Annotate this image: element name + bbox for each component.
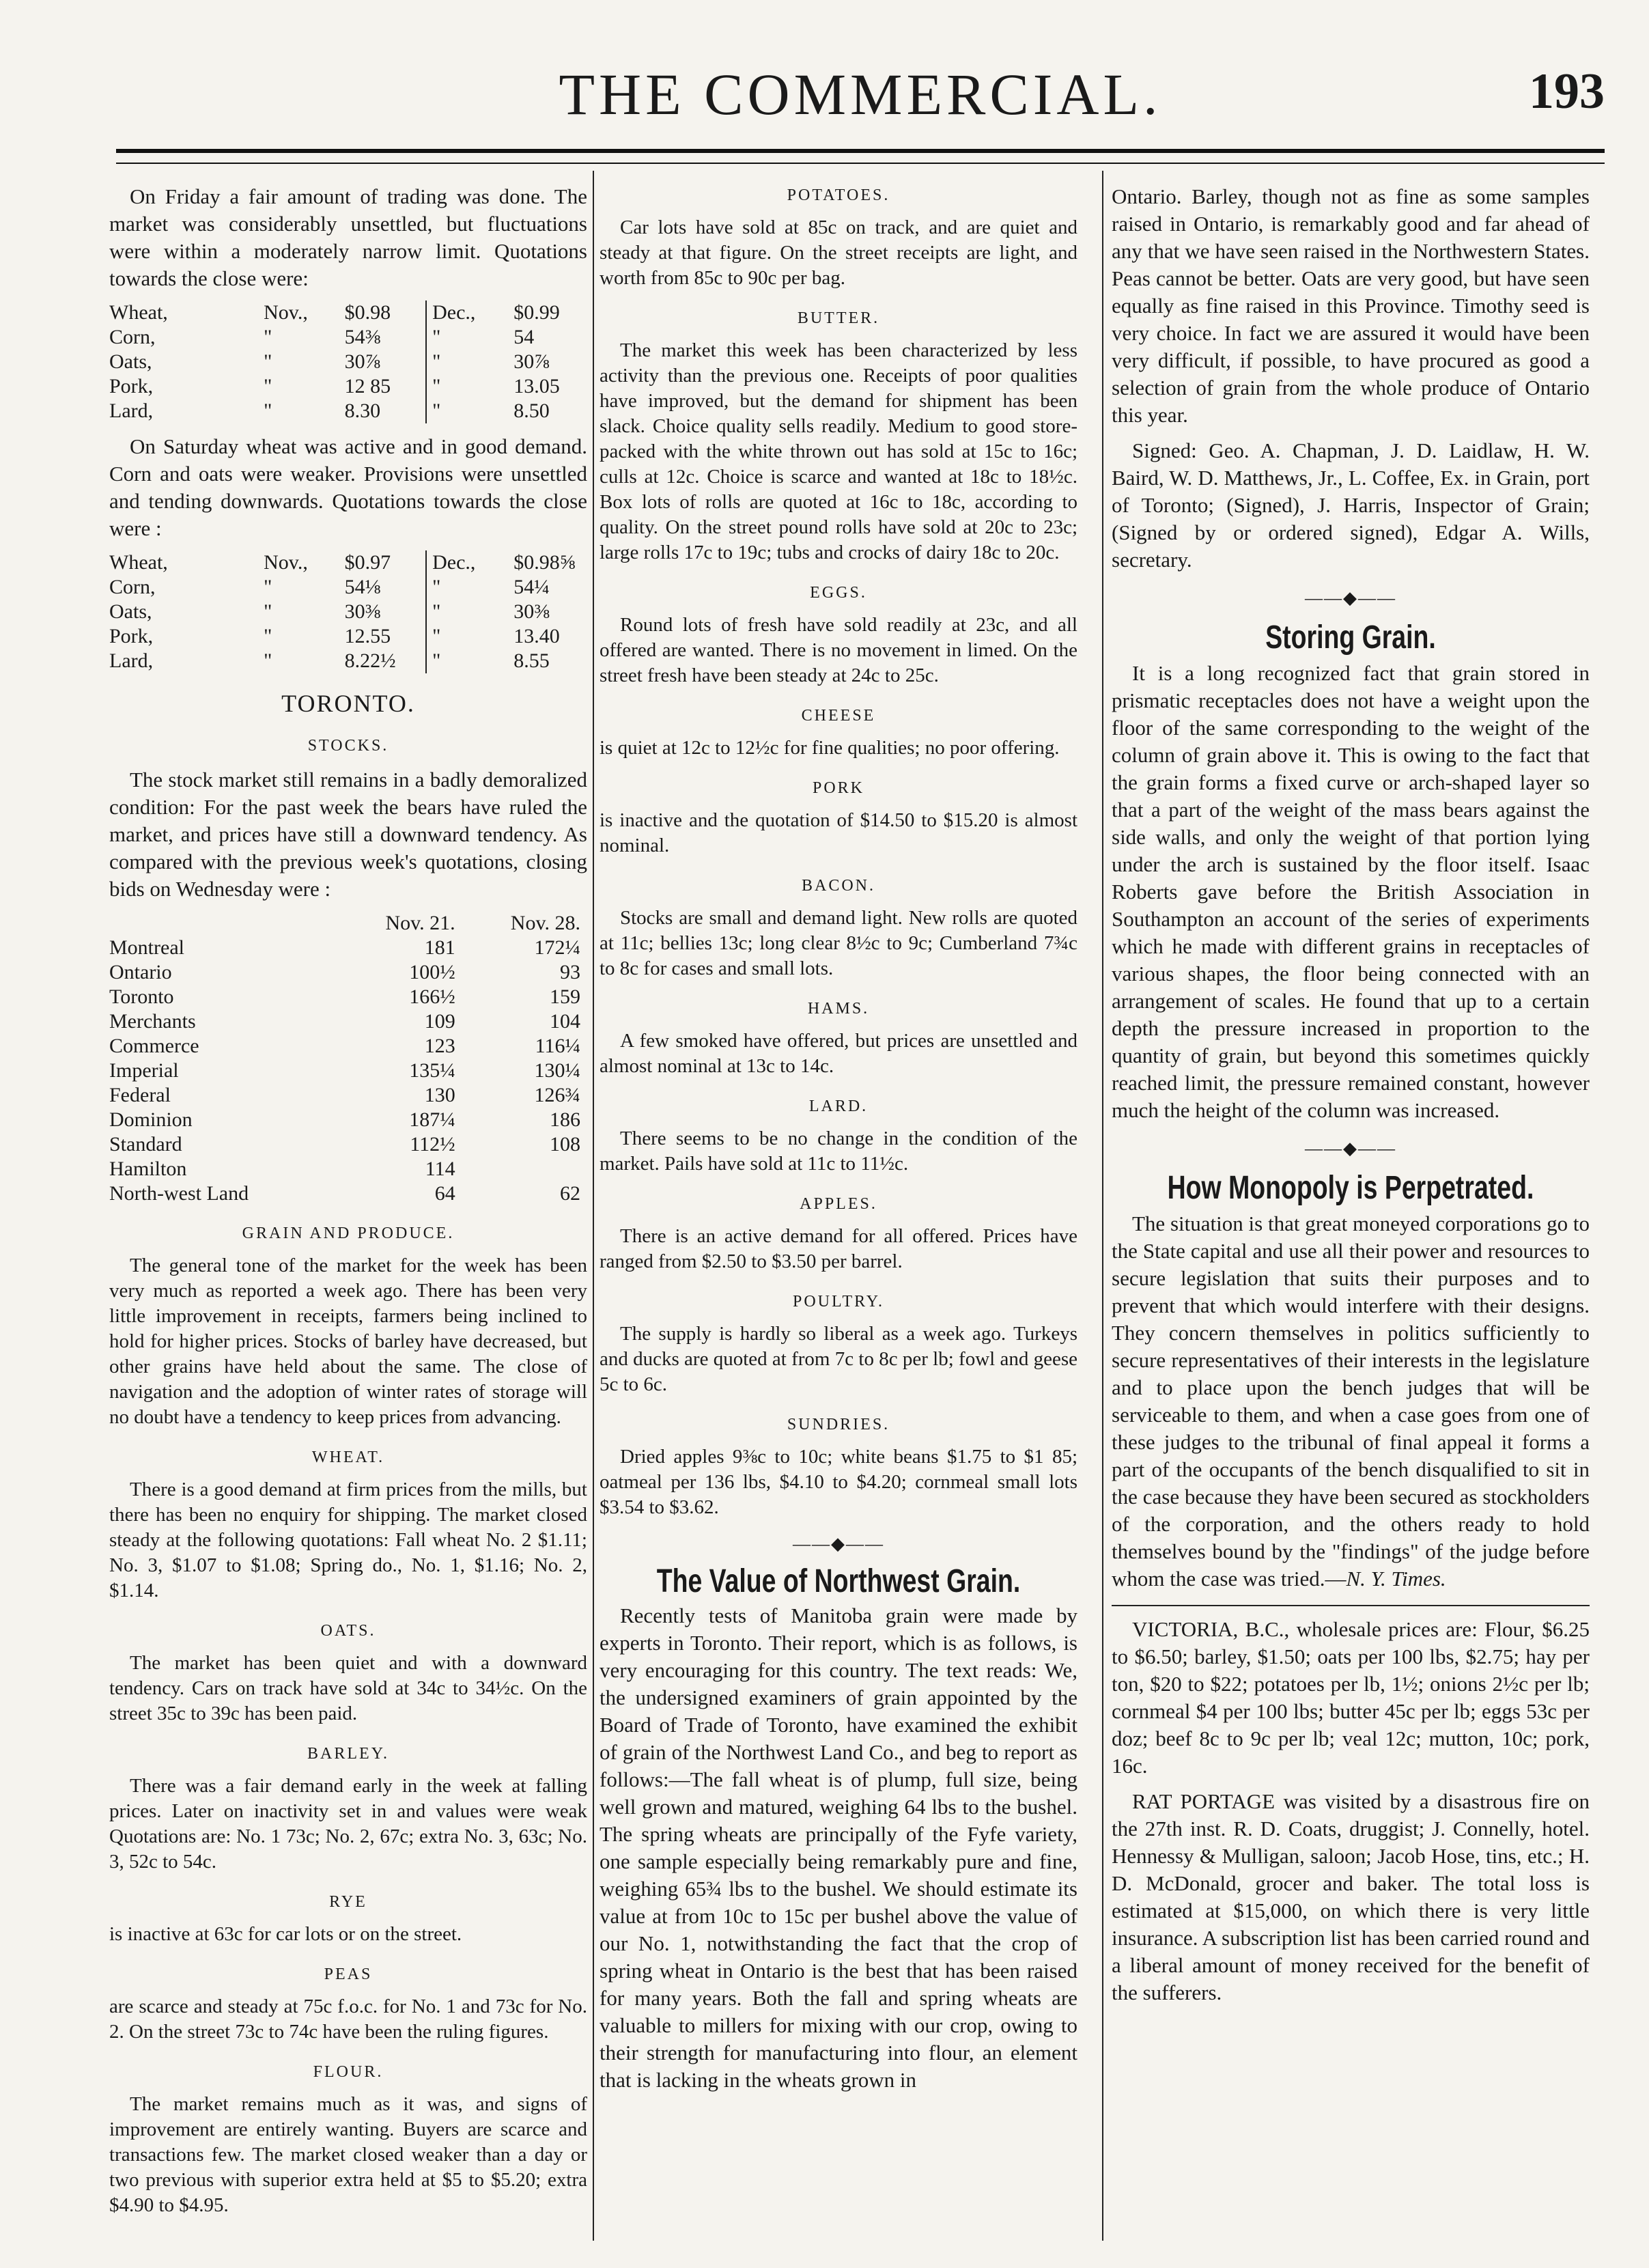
ornament-divider: ——◆—— — [1305, 588, 1396, 608]
paragraph-lard: There seems to be no change in the condition of the market. Pails have sold at 11c to 11½c. — [600, 1128, 1077, 1175]
paragraph-pork: is inactive and the quotation of $14.50 to $15.20 is almost nominal. — [600, 809, 1077, 856]
quote-month: " — [426, 374, 513, 399]
quote-row — [109, 575, 587, 600]
stock-bid-nov28: 126¾ — [534, 1084, 580, 1106]
stock-name: Standard — [109, 1133, 182, 1156]
quote-month: Dec., — [426, 550, 513, 575]
column-2 — [600, 183, 1077, 2102]
headline-monopoly: How Monopoly is Perpetrated. — [1167, 1170, 1534, 1206]
stock-row — [109, 1132, 587, 1157]
paragraph-storing-grain: It is a long recognized fact that grain stored in prismatic receptacles does not have a weight upon the floor of the same corresponding to the weight of the column of grain above it. This is owing to the fact that the grain forms a fixed curve or arch-shaped layer so that a part of the weight of the mass bears against the side walls, and only the weight of that portion lying under the arch is sustained by the floor itself. Isaac Roberts gave before the British Association in Southampton an account of the series of experiments which he made with different grains in receptacles of various shapes, the floor being connected with an arrangement of scales. He found that up to a certain depth the pressure increased in proportion to the quantity of grain, but beyond this sometimes quickly reached limit, the pressure remained constant, however much the height of the column was increased. — [1112, 661, 1590, 1122]
column-divider — [593, 171, 594, 2241]
stock-bid-nov28: 93 — [560, 961, 580, 983]
paragraph-poultry: The supply is hardly so liberal as a week ago. Turkeys and ducks are quoted at from 7c to 8c per lb; fowl and geese 5c to 6c. — [600, 1323, 1077, 1395]
quote-value: $0.98 — [344, 301, 391, 324]
quote-value: 54⅜ — [344, 326, 381, 348]
paragraph-northwest-signed: Signed: Geo. A. Chapman, J. D. Laidlaw, H. W. Baird, W. D. Matthews, Jr., L. Coffee, Ex. in Grain, port of Toronto; (Signed), J. Harris, Inspector of Grain; (Signed by or ordered signed), Edgar A. Wills, secretary. — [1112, 438, 1590, 572]
section-heading-grain: GRAIN AND PRODUCE. — [242, 1224, 455, 1242]
stock-row — [109, 1009, 587, 1034]
quote-value: $0.98⅝ — [513, 551, 576, 574]
stock-name: Merchants — [109, 1010, 196, 1033]
section-heading-rye: RYE — [329, 1893, 367, 1911]
stock-row — [109, 1059, 587, 1083]
quote-value: 30⅞ — [344, 350, 381, 373]
masthead-title: THE COMMERCIAL. — [559, 61, 1162, 127]
quote-row — [109, 550, 587, 575]
column-1 — [109, 183, 587, 2226]
paragraph-rat-portage: RAT PORTAGE was visited by a disastrous fire on the 27th inst. R. D. Coats, druggist; J. Connelly, hotel. Hennessy & Mulligan, saloon; Jacob Hose, tins, etc.; H. D. McDonald, grocer and baker. The total loss is estimated at $15,000, on which there is very little insurance. A subscription list has been carried round and a liberal amount of money received for the benefit of the sufferers. — [1112, 1789, 1590, 2004]
quote-item: Wheat, — [109, 551, 168, 574]
quote-row — [109, 325, 587, 350]
stock-name: Federal — [109, 1084, 171, 1106]
page-header — [116, 60, 1605, 142]
stock-bid-nov21: 166½ — [409, 985, 455, 1008]
stock-bid-nov21: 100½ — [409, 961, 455, 983]
quote-month: " — [264, 649, 272, 672]
quote-value: $0.99 — [513, 301, 560, 324]
stock-name: North-west Land — [109, 1182, 249, 1205]
stocks-col-nov21: Nov. 21. — [385, 912, 455, 934]
section-rule — [1112, 1605, 1590, 1606]
quote-value: 8.22½ — [344, 649, 396, 672]
quote-month: " — [264, 600, 272, 623]
header-rule-thin — [116, 163, 1605, 164]
monopoly-text: The situation is that great moneyed corporations go to the State capital and use all their power and resources to secure legislation that suits their purposes and to prevent that which would interfere with their designs. They concern themselves in politics sufficiently to secure representatives of their interests in the legislature and to place upon the bench judges that will be serviceable to them, and when a case goes from one of these judges to the tribunal of final appeal it forms a part of the occupants of the bench disqualified to sit in the case because they have been secured as stockholders of the corporation, and the others ready to hold themselves bound by the "findings" of the judge before whom the case was tried.— — [1112, 1212, 1590, 1591]
section-heading-poultry: POULTRY. — [792, 1293, 885, 1311]
quote-month: " — [426, 600, 513, 624]
quote-item: Pork, — [109, 625, 154, 647]
stock-bid-nov21: 64 — [434, 1182, 455, 1205]
quote-month: " — [426, 575, 513, 600]
section-heading-cheese: CHEESE — [801, 707, 876, 725]
paragraph-rye: is inactive at 63c for car lots or on the street. — [109, 1923, 462, 1945]
quote-row — [109, 624, 587, 649]
section-heading-hams: HAMS. — [807, 1000, 870, 1018]
quote-value: 13.05 — [513, 375, 560, 397]
stock-bid-nov28: 159 — [550, 985, 580, 1008]
quote-month: Nov., — [264, 301, 308, 324]
stock-name: Commerce — [109, 1035, 199, 1057]
quote-month: " — [426, 325, 513, 350]
stock-bid-nov21: 123 — [424, 1035, 455, 1057]
ornament-divider: ——◆—— — [1305, 1138, 1396, 1158]
quote-value: 13.40 — [513, 625, 560, 647]
section-heading-potatoes: POTATOES. — [787, 186, 890, 204]
section-heading-stocks: STOCKS. — [307, 737, 389, 755]
quote-month: " — [264, 350, 272, 373]
section-heading-barley: BARLEY. — [307, 1745, 389, 1763]
stock-bid-nov21: 112½ — [410, 1133, 455, 1156]
quote-month: " — [264, 375, 272, 397]
stock-name: Toronto — [109, 985, 174, 1008]
headline-storing-grain: Storing Grain. — [1265, 619, 1436, 656]
section-heading-apples: APPLES. — [800, 1195, 877, 1213]
section-heading-flour: FLOUR. — [313, 2063, 384, 2081]
stock-bid-nov21: 114 — [425, 1158, 455, 1180]
saturday-quotations-table — [109, 550, 587, 673]
paragraph-monopoly — [1112, 1210, 1590, 1593]
stock-bid-nov28: 116¼ — [535, 1035, 580, 1057]
section-heading-wheat: WHEAT. — [311, 1448, 385, 1466]
quote-value: 12 85 — [344, 375, 391, 397]
quote-value: 30⅜ — [344, 600, 381, 623]
section-heading-butter: BUTTER. — [797, 309, 880, 327]
quote-month: " — [426, 624, 513, 649]
quote-item: Lard, — [109, 649, 154, 672]
quote-row — [109, 374, 587, 399]
quote-item: Oats, — [109, 600, 152, 623]
quote-item: Wheat, — [109, 301, 168, 324]
stock-row — [109, 1108, 587, 1132]
friday-quotations-table — [109, 300, 587, 423]
paragraph-northwest-cont: Ontario. Barley, though not as fine as some samples raised in Ontario, is remarkably good and far ahead of any that we have seen raised in the Northwestern States. Peas cannot be better. Oats are very good, but have seen equally as fine raised in this Province. Timothy seed is very choice. In fact we are assured it would have been very difficult, if possible, to have procured as good a selection of grain from the whole produce of Ontario this year. — [1112, 184, 1590, 427]
quote-value: $0.97 — [344, 551, 391, 574]
quote-item: Corn, — [109, 576, 156, 598]
paragraph-saturday: On Saturday wheat was active and in good demand. Corn and oats were weaker. Provisions were unsettled and tending downwards. Quotations towards the close were : — [109, 434, 587, 540]
paragraph-victoria: VICTORIA, B.C., wholesale prices are: Flour, $6.25 to $6.50; barley, $1.50; oats per 100 lbs, $2.75; hay per ton, $20 to $22; potatoes per lb, 1½; onions 2½c per lb; cornmeal $4 per 100 lbs; butter 45c per lb; eggs 53c per doz; beef 8c to 9c per lb; veal 12c; mutton, 10c; pork, 16c. — [1112, 1617, 1590, 1778]
paragraph-stocks: The stock market still remains in a badly demoralized condition: For the past week the bears have ruled the market, and prices have still a downward tendency. As compared with the previous week's quotations, closing bids on Wednesday were : — [109, 768, 587, 901]
stock-name: Montreal — [109, 936, 184, 959]
section-heading-pork: PORK — [812, 779, 865, 797]
stock-bid-nov28: 130¼ — [534, 1059, 580, 1082]
stock-bid-nov28: 108 — [550, 1133, 580, 1156]
paragraph-potatoes: Car lots have sold at 85c on track, and are quiet and steady at that figure. On the street receipts are light, and worth from 85c to 90c per bag. — [600, 216, 1077, 289]
stock-row — [109, 1181, 587, 1206]
column-divider — [1102, 171, 1103, 2241]
paragraph-barley: There was a fair demand early in the week at falling prices. Later on inactivity set in and values were weak Quotations are: No. 1 73c; No. 2, 67c; extra No. 3, 63c; No. 3, 52c to 54c. — [109, 1775, 587, 1873]
paragraph-peas: are scarce and steady at 75c f.o.c. for No. 1 and 73c for No. 2. On the street 73c to 74c have been the ruling figures. — [109, 1996, 587, 2043]
quote-month: Nov., — [264, 551, 308, 574]
paragraph-friday: On Friday a fair amount of trading was done. The market was considerably unsettled, but fluctuations were within a moderately narrow limit. Quotations towards the close were: — [109, 184, 587, 290]
paragraph-hams: A few smoked have offered, but prices are unsettled and almost nominal at 13c to 14c. — [600, 1030, 1077, 1077]
paragraph-bacon: Stocks are small and demand light. New rolls are quoted at 11c; bellies 13c; long clear 8½c to 9c; Cumberland 7¾c to 8c for cases and small lots. — [600, 907, 1077, 979]
paragraph-butter: The market this week has been characterized by less activity than the previous one. Receipts of poor qualities have improved, but the demand for shipment has been slack. Choice quality sells readily. Medium to good store-packed with the white thrown out has sold at 15c to 16c; culls at 12c. Choice is scarce and wanted at 18c to 18½c. Box lots of rolls are quoted at 16c to 18c, according to quality. On the street pound rolls have sold at 20c to 23c; large rolls 17c to 19c; tubs and crocks of dairy 18c to 20c. — [600, 339, 1077, 563]
quote-month: " — [426, 649, 513, 673]
quote-month: " — [264, 400, 272, 422]
stock-row — [109, 936, 587, 960]
headline-northwest-grain: The Value of Northwest Grain. — [656, 1563, 1021, 1599]
paragraph-apples: There is an active demand for all offered. Prices have ranged from $2.50 to $3.50 per barrel. — [600, 1225, 1077, 1272]
stock-bid-nov28: 186 — [550, 1108, 580, 1131]
quote-value: 54¼ — [513, 576, 550, 598]
page-number: 193 — [1529, 64, 1605, 120]
paragraph-flour: The market remains much as it was, and signs of improvement are entirely wanting. Buyers are scarce and transactions few. The market closed weaker than a day or two previous with superior extra held at $5 to $5.20; extra $4.90 to $4.95. — [109, 2093, 587, 2216]
column-3 — [1112, 183, 1590, 2015]
stock-row — [109, 1157, 587, 1181]
paragraph-wheat: There is a good demand at firm prices from the mills, but there has been no enquiry for shipping. The market closed steady at the following quotations: Fall wheat No. 2 $1.11; No. 3, $1.07 to $1.08; Spring do., No. 1, $1.16; No. 2, $1.14. — [109, 1479, 587, 1601]
paragraph-oats: The market has been quiet and with a downward tendency. Cars on track have sold at 34c to 34½c. On the street 35c to 39c has been paid. — [109, 1652, 587, 1724]
stock-bid-nov28: 172¼ — [534, 936, 580, 959]
quote-month: " — [264, 326, 272, 348]
stock-name: Imperial — [109, 1059, 179, 1082]
quote-month: Dec., — [426, 300, 513, 325]
quote-value: 30⅜ — [513, 600, 550, 623]
section-heading-toronto: TORONTO. — [281, 690, 415, 717]
quote-month: " — [426, 350, 513, 374]
section-heading-eggs: EGGS. — [810, 584, 867, 602]
quote-item: Lard, — [109, 400, 154, 422]
stock-bid-nov21: 135¼ — [409, 1059, 455, 1082]
quote-row — [109, 350, 587, 374]
quote-row — [109, 399, 587, 423]
quote-month: " — [426, 399, 513, 423]
section-heading-oats: OATS. — [320, 1622, 376, 1640]
section-heading-lard: LARD. — [808, 1097, 869, 1115]
stock-bid-nov21: 187¼ — [409, 1108, 455, 1131]
stock-name: Dominion — [109, 1108, 193, 1131]
stocks-col-nov28: Nov. 28. — [510, 912, 580, 934]
stock-bid-nov21: 109 — [424, 1010, 455, 1033]
section-heading-peas: PEAS — [324, 1965, 373, 1983]
quote-item: Oats, — [109, 350, 152, 373]
section-heading-sundries: SUNDRIES. — [787, 1416, 890, 1433]
stock-bid-nov21: 130 — [424, 1084, 455, 1106]
stock-row — [109, 1083, 587, 1108]
stock-bid-nov28: 104 — [550, 1010, 580, 1033]
paragraph-sundries: Dried apples 9⅜c to 10c; white beans $1.75 to $1 85; oatmeal per 136 lbs, $4.10 to $4.20; cornmeal small lots $3.54 to $3.62. — [600, 1446, 1077, 1518]
quote-value: 54⅛ — [344, 576, 381, 598]
monopoly-source: N. Y. Times. — [1346, 1567, 1446, 1591]
stock-bid-nov28: 62 — [560, 1182, 580, 1205]
stock-name: Hamilton — [109, 1158, 187, 1180]
ornament-divider: ——◆—— — [793, 1534, 884, 1554]
quote-value: 12.55 — [344, 625, 391, 647]
quote-row — [109, 649, 587, 673]
stock-row — [109, 960, 587, 985]
quote-row — [109, 600, 587, 624]
quote-row — [109, 300, 587, 325]
paragraph-grain: The general tone of the market for the week has been very much as reported a week ago. There has been very little improvement in receipts, farmers being inclined to hold for higher prices. Stocks of barley have decreased, but other grains have held about the same. The close of navigation and the adoption of winter rates of storage will no doubt have a tendency to keep prices from advancing. — [109, 1255, 587, 1428]
stock-bid-nov21: 181 — [424, 936, 455, 959]
paragraph-cheese: is quiet at 12c to 12½c for fine qualities; no poor offering. — [600, 737, 1060, 759]
quote-month: " — [264, 625, 272, 647]
paragraph-eggs: Round lots of fresh have sold readily at 23c, and all offered are wanted. There is no movement in limed. On the street fresh have been steady at 24c to 25c. — [600, 614, 1077, 686]
quote-value: 8.30 — [344, 400, 381, 422]
quote-item: Corn, — [109, 326, 156, 348]
quote-value: 54 — [513, 326, 535, 348]
stock-row — [109, 1034, 587, 1059]
header-rule — [116, 149, 1605, 153]
section-heading-bacon: BACON. — [801, 877, 875, 895]
quote-value: 8.55 — [513, 649, 550, 672]
stock-row — [109, 985, 587, 1009]
quote-month: " — [264, 576, 272, 598]
stock-name: Ontario — [109, 961, 172, 983]
paragraph-northwest-grain: Recently tests of Manitoba grain were made by experts in Toronto. Their report, which is as follows, is very encouraging for this country. The text reads: We, the undersigned examiners of grain appointed by the Board of Trade of Toronto, have examined the exhibit of grain of the Northwest Land Co., and beg to report as follows:—The fall wheat is of plump, full size, being well grown and matured, weighing 64 lbs to the bushel. The spring wheats are principally of the Fyfe variety, one sample especially being remarkably pure and fine, weighing 65¾ lbs to the bushel. We should estimate its value at from 10c to 15c per bushel above the value of our No. 1, notwithstanding the fact that the crop of spring wheat in Ontario is the best that has been raised for many years. Both the fall and spring wheats are valuable to millers for mixing with our crop, owing to their strength for manufacturing into flour, an element that is lacking in the wheats grown in — [600, 1604, 1077, 2092]
quote-value: 8.50 — [513, 400, 550, 422]
quote-value: 30⅞ — [513, 350, 550, 373]
stock-bid-nov28 — [462, 1157, 587, 1181]
quote-item: Pork, — [109, 375, 154, 397]
stocks-table — [109, 911, 587, 1206]
